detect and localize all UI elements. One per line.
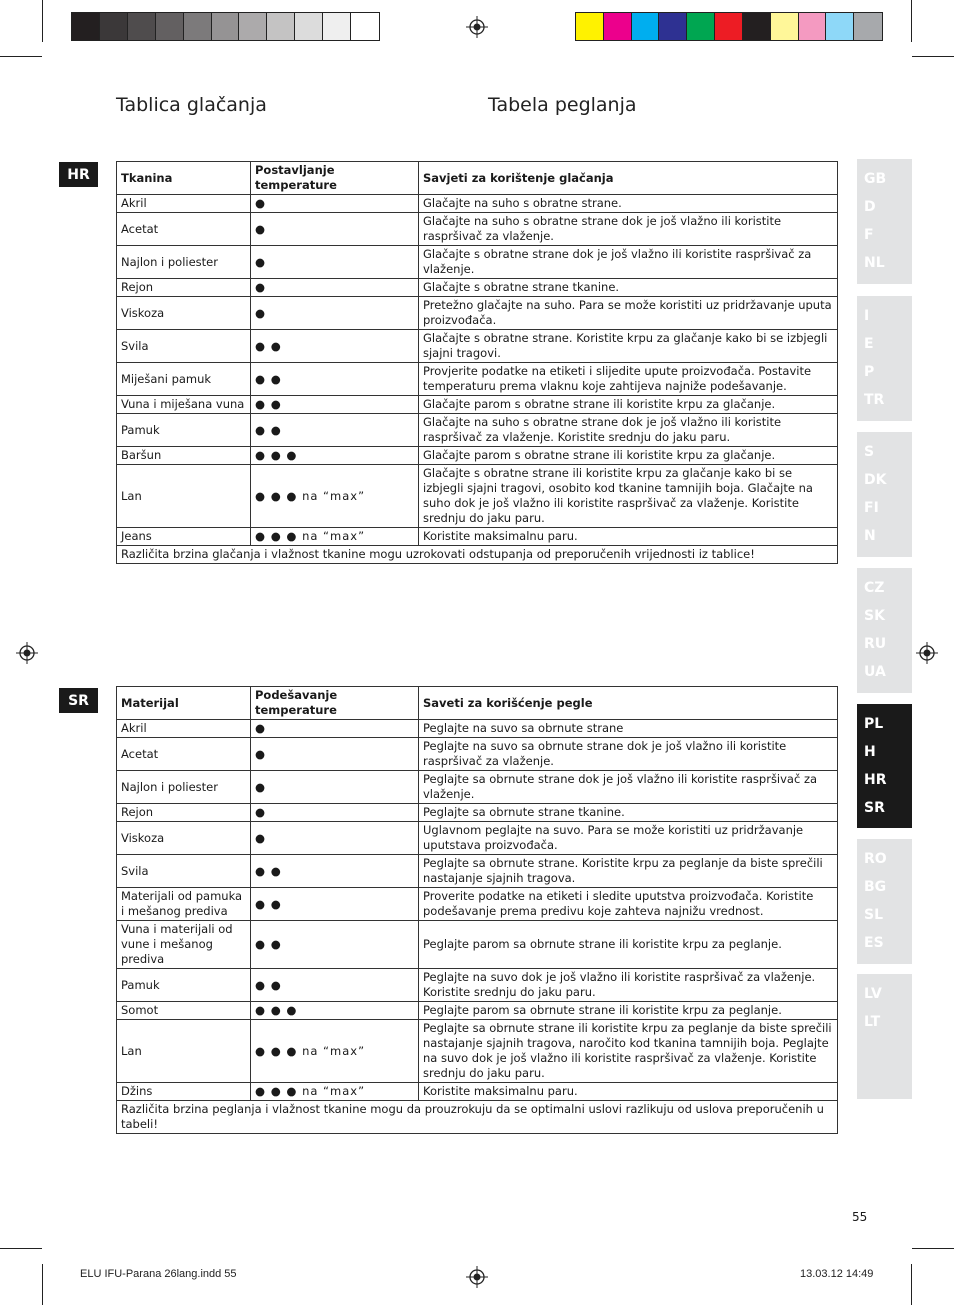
temperature-cell: ● <box>251 720 419 738</box>
color-swatch <box>184 13 212 40</box>
color-swatch <box>743 13 771 40</box>
tip-cell: Peglajte na suvo sa obrnute strane dok je još vlažno ili koristite raspršivač za vlaženje. <box>419 738 838 771</box>
table-header-row <box>117 687 838 720</box>
temperature-cell: ● <box>251 213 419 246</box>
title-sr: Tabela peglanja <box>488 94 637 116</box>
column-header-fabric: Materijal <box>117 687 251 720</box>
fabric-cell: Najlon i poliester <box>117 246 251 279</box>
temperature-cell: ● ● <box>251 855 419 888</box>
color-swatch <box>212 13 240 40</box>
color-swatch <box>239 13 267 40</box>
tip-cell: Glačajte s obratne strane dok je još vlažno ili koristite raspršivač za vlaženje. <box>419 246 838 279</box>
table-row <box>117 297 838 330</box>
table-row <box>117 1020 838 1083</box>
fabric-cell: Svila <box>117 855 251 888</box>
color-swatch <box>826 13 854 40</box>
table-row <box>117 720 838 738</box>
language-code: PL <box>864 716 884 732</box>
language-badge-hr: HR <box>59 162 98 187</box>
color-swatch <box>267 13 295 40</box>
fabric-cell: Akril <box>117 195 251 213</box>
language-code: SL <box>864 907 884 923</box>
fabric-cell: Rejon <box>117 279 251 297</box>
registration-mark-icon <box>466 1266 488 1288</box>
temperature-cell: ● <box>251 822 419 855</box>
table-row <box>117 738 838 771</box>
temperature-cell: ● ● ● na “max” <box>251 465 419 528</box>
fabric-cell: Rejon <box>117 804 251 822</box>
table-footnote-row <box>117 546 838 564</box>
language-tab-group <box>857 296 912 421</box>
fabric-cell: Vuna i miješana vuna <box>117 396 251 414</box>
tip-cell: Peglajte sa obrnute strane ili koristite krpu za peglanje da biste sprečili nastajanje sjajnih tragova, naročito kod tkanina tamnijih boja. Peglajte na suvo dok je još vlažno ili koristite raspršivač za vlaženje. Koristite srednju do jaku paru. <box>419 1020 838 1083</box>
fabric-cell: Miješani pamuk <box>117 363 251 396</box>
fabric-cell: Acetat <box>117 213 251 246</box>
language-code: SR <box>864 800 885 816</box>
table-row <box>117 195 838 213</box>
color-swatch <box>128 13 156 40</box>
tip-cell: Peglajte sa obrnute strane tkanine. <box>419 804 838 822</box>
language-code: BG <box>864 879 887 895</box>
tip-cell: Glačajte s obratne strane. Koristite krpu za glačanje kako bi se izbjegli sjajni tragovi. <box>419 330 838 363</box>
fabric-cell: Pamuk <box>117 414 251 447</box>
language-code: HR <box>864 772 887 788</box>
tip-cell: Koristite maksimalnu paru. <box>419 528 838 546</box>
fabric-cell: Materijali od pamuka i mešanog prediva <box>117 888 251 921</box>
temperature-cell: ● <box>251 297 419 330</box>
table-row <box>117 330 838 363</box>
table-row <box>117 465 838 528</box>
fabric-cell: Jeans <box>117 528 251 546</box>
language-tab-group <box>857 159 912 284</box>
tip-cell: Glačajte s obratne strane ili koristite krpu za glačanje kako bi se izbjegli sjajni tragovi, osobito kod tkanine tamnijih boja. Glačajte na suho dok je još vlažno ili koristite raspršivač za vlaženje. Koristite srednju do jaku paru. <box>419 465 838 528</box>
file-info: ELU IFU-Parana 26lang.indd 55 <box>80 1268 237 1280</box>
temperature-cell: ● <box>251 738 419 771</box>
table-row <box>117 804 838 822</box>
color-swatch <box>156 13 184 40</box>
tip-cell: Peglajte na suvo dok je još vlažno ili koristite raspršivač za vlaženje. Koristite srednju do jaku paru. <box>419 969 838 1002</box>
table-row <box>117 528 838 546</box>
tip-cell: Peglajte parom sa obrnute strane ili koristite krpu za peglanje. <box>419 921 838 969</box>
ironing-table-sr <box>116 686 838 1134</box>
temperature-cell: ● <box>251 279 419 297</box>
table-row <box>117 822 838 855</box>
process-color-bar <box>575 12 883 41</box>
table-row <box>117 1083 838 1101</box>
tip-cell: Glačajte na suho s obratne strane dok je još vlažno ili koristite raspršivač za vlaženje. <box>419 213 838 246</box>
temperature-cell: ● <box>251 804 419 822</box>
table-row <box>117 855 838 888</box>
table-row <box>117 396 838 414</box>
color-swatch <box>799 13 827 40</box>
temperature-cell: ● ● <box>251 396 419 414</box>
table-row <box>117 213 838 246</box>
tip-cell: Peglajte na suvo sa obrnute strane <box>419 720 838 738</box>
temperature-cell: ● ● ● <box>251 1002 419 1020</box>
temperature-cell: ● <box>251 246 419 279</box>
grayscale-color-bar <box>71 12 380 41</box>
tip-cell: Glačajte s obratne strane tkanine. <box>419 279 838 297</box>
tip-cell: Glačajte na suho s obratne strane dok je još vlažno ili koristite raspršivač za vlaženje. Koristite srednju do jaku paru. <box>419 414 838 447</box>
temperature-cell: ● ● <box>251 414 419 447</box>
language-code: TR <box>864 392 885 408</box>
language-code: FI <box>864 500 879 516</box>
tip-cell: Glačajte na suho s obratne strane. <box>419 195 838 213</box>
table-row <box>117 771 838 804</box>
tip-cell: Proverite podatke na etiketi i sledite uputstva proizvođača. Koristite podešavanje prema predivu koje zahteva najnižu vrednost. <box>419 888 838 921</box>
language-tab-group <box>857 432 912 557</box>
fabric-cell: Lan <box>117 465 251 528</box>
color-swatch <box>351 13 379 40</box>
color-swatch <box>632 13 660 40</box>
fabric-cell: Lan <box>117 1020 251 1083</box>
table-footnote: Različita brzina glačanja i vlažnost tkanine mogu uzrokovati odstupanja od preporučenih vrijednosti iz tablice! <box>117 546 838 564</box>
table-row <box>117 969 838 1002</box>
temperature-cell: ● ● ● na “max” <box>251 1083 419 1101</box>
column-header-temperature: Podešavanje temperature <box>251 687 419 720</box>
print-date-time: 13.03.12 14:49 <box>800 1268 874 1280</box>
language-code: UA <box>864 664 886 680</box>
color-swatch <box>604 13 632 40</box>
column-header-fabric: Tkanina <box>117 162 251 195</box>
temperature-cell: ● <box>251 771 419 804</box>
tip-cell: Peglajte parom sa obrnute strane ili koristite krpu za peglanje. <box>419 1002 838 1020</box>
temperature-cell: ● ● <box>251 969 419 1002</box>
registration-mark-icon <box>916 642 938 664</box>
temperature-cell: ● ● ● na “max” <box>251 1020 419 1083</box>
table-row <box>117 414 838 447</box>
language-code: SK <box>864 608 885 624</box>
tip-cell: Glačajte parom s obratne strane ili koristite krpu za glačanje. <box>419 447 838 465</box>
tip-cell: Provjerite podatke na etiketi i slijedite upute proizvođača. Postavite temperaturu prema vlaknu koje zahtijeva najniže podešavanje. <box>419 363 838 396</box>
tip-cell: Peglajte sa obrnute strane. Koristite krpu za peglanje da biste sprečili nastajanje sjajnih tragova. <box>419 855 838 888</box>
registration-mark-icon <box>16 642 38 664</box>
language-code: CZ <box>864 580 885 596</box>
column-header-tips: Saveti za korišćenje pegle <box>419 687 838 720</box>
table-footnote-row <box>117 1101 838 1134</box>
color-swatch <box>295 13 323 40</box>
column-header-tips: Savjeti za korištenje glačanja <box>419 162 838 195</box>
language-code: S <box>864 444 875 460</box>
tip-cell: Glačajte parom s obratne strane ili koristite krpu za glačanje. <box>419 396 838 414</box>
fabric-cell: Najlon i poliester <box>117 771 251 804</box>
title-hr: Tablica glačanja <box>116 94 267 116</box>
color-swatch <box>854 13 882 40</box>
fabric-cell: Džins <box>117 1083 251 1101</box>
language-code: GB <box>864 171 887 187</box>
temperature-cell: ● ● <box>251 330 419 363</box>
fabric-cell: Somot <box>117 1002 251 1020</box>
table-row <box>117 447 838 465</box>
language-code: ES <box>864 935 884 951</box>
language-code: RO <box>864 851 887 867</box>
color-swatch <box>100 13 128 40</box>
temperature-cell: ● ● ● na “max” <box>251 528 419 546</box>
fabric-cell: Viskoza <box>117 297 251 330</box>
table-header-row <box>117 162 838 195</box>
tip-cell: Koristite maksimalnu paru. <box>419 1083 838 1101</box>
registration-mark-icon <box>466 16 488 38</box>
language-code: F <box>864 227 874 243</box>
language-code: D <box>864 199 876 215</box>
language-tab-group <box>857 839 912 964</box>
temperature-cell: ● ● <box>251 363 419 396</box>
tip-cell: Peglajte sa obrnute strane dok je još vlažno ili koristite raspršivač za vlaženje. <box>419 771 838 804</box>
language-code: DK <box>864 472 887 488</box>
language-code: LT <box>864 1014 881 1030</box>
temperature-cell: ● ● <box>251 921 419 969</box>
fabric-cell: Akril <box>117 720 251 738</box>
color-swatch <box>659 13 687 40</box>
column-header-temperature: Postavljanje temperature <box>251 162 419 195</box>
table-row <box>117 246 838 279</box>
fabric-cell: Svila <box>117 330 251 363</box>
table-row <box>117 921 838 969</box>
ironing-table-hr <box>116 161 838 564</box>
language-code: N <box>864 528 876 544</box>
fabric-cell: Pamuk <box>117 969 251 1002</box>
color-swatch <box>576 13 604 40</box>
table-row <box>117 279 838 297</box>
color-swatch <box>323 13 351 40</box>
language-code: H <box>864 744 876 760</box>
language-code: NL <box>864 255 885 271</box>
color-swatch <box>715 13 743 40</box>
table-row <box>117 888 838 921</box>
language-code: I <box>864 308 870 324</box>
language-tab-group <box>857 704 912 828</box>
language-tab-group <box>857 568 912 693</box>
language-code: P <box>864 364 875 380</box>
fabric-cell: Acetat <box>117 738 251 771</box>
language-code: RU <box>864 636 887 652</box>
fabric-cell: Baršun <box>117 447 251 465</box>
fabric-cell: Viskoza <box>117 822 251 855</box>
color-swatch <box>771 13 799 40</box>
page-number: 55 <box>852 1210 868 1224</box>
table-row <box>117 1002 838 1020</box>
color-swatch <box>72 13 100 40</box>
language-badge-sr: SR <box>59 688 98 713</box>
language-code: LV <box>864 986 882 1002</box>
tip-cell: Pretežno glačajte na suho. Para se može koristiti uz pridržavanje uputa proizvođača. <box>419 297 838 330</box>
language-code: E <box>864 336 874 352</box>
table-footnote: Različita brzina peglanja i vlažnost tkanine mogu da prouzrokuju da se optimalni uslovi razlikuju od uslova preporučenih u tabeli! <box>117 1101 838 1134</box>
temperature-cell: ● ● ● <box>251 447 419 465</box>
table-row <box>117 363 838 396</box>
language-tab-group <box>857 974 912 1099</box>
temperature-cell: ● <box>251 195 419 213</box>
fabric-cell: Vuna i materijali od vune i mešanog prediva <box>117 921 251 969</box>
temperature-cell: ● ● <box>251 888 419 921</box>
color-swatch <box>687 13 715 40</box>
tip-cell: Uglavnom peglajte na suvo. Para se može koristiti uz pridržavanje uputstava proizvođača. <box>419 822 838 855</box>
